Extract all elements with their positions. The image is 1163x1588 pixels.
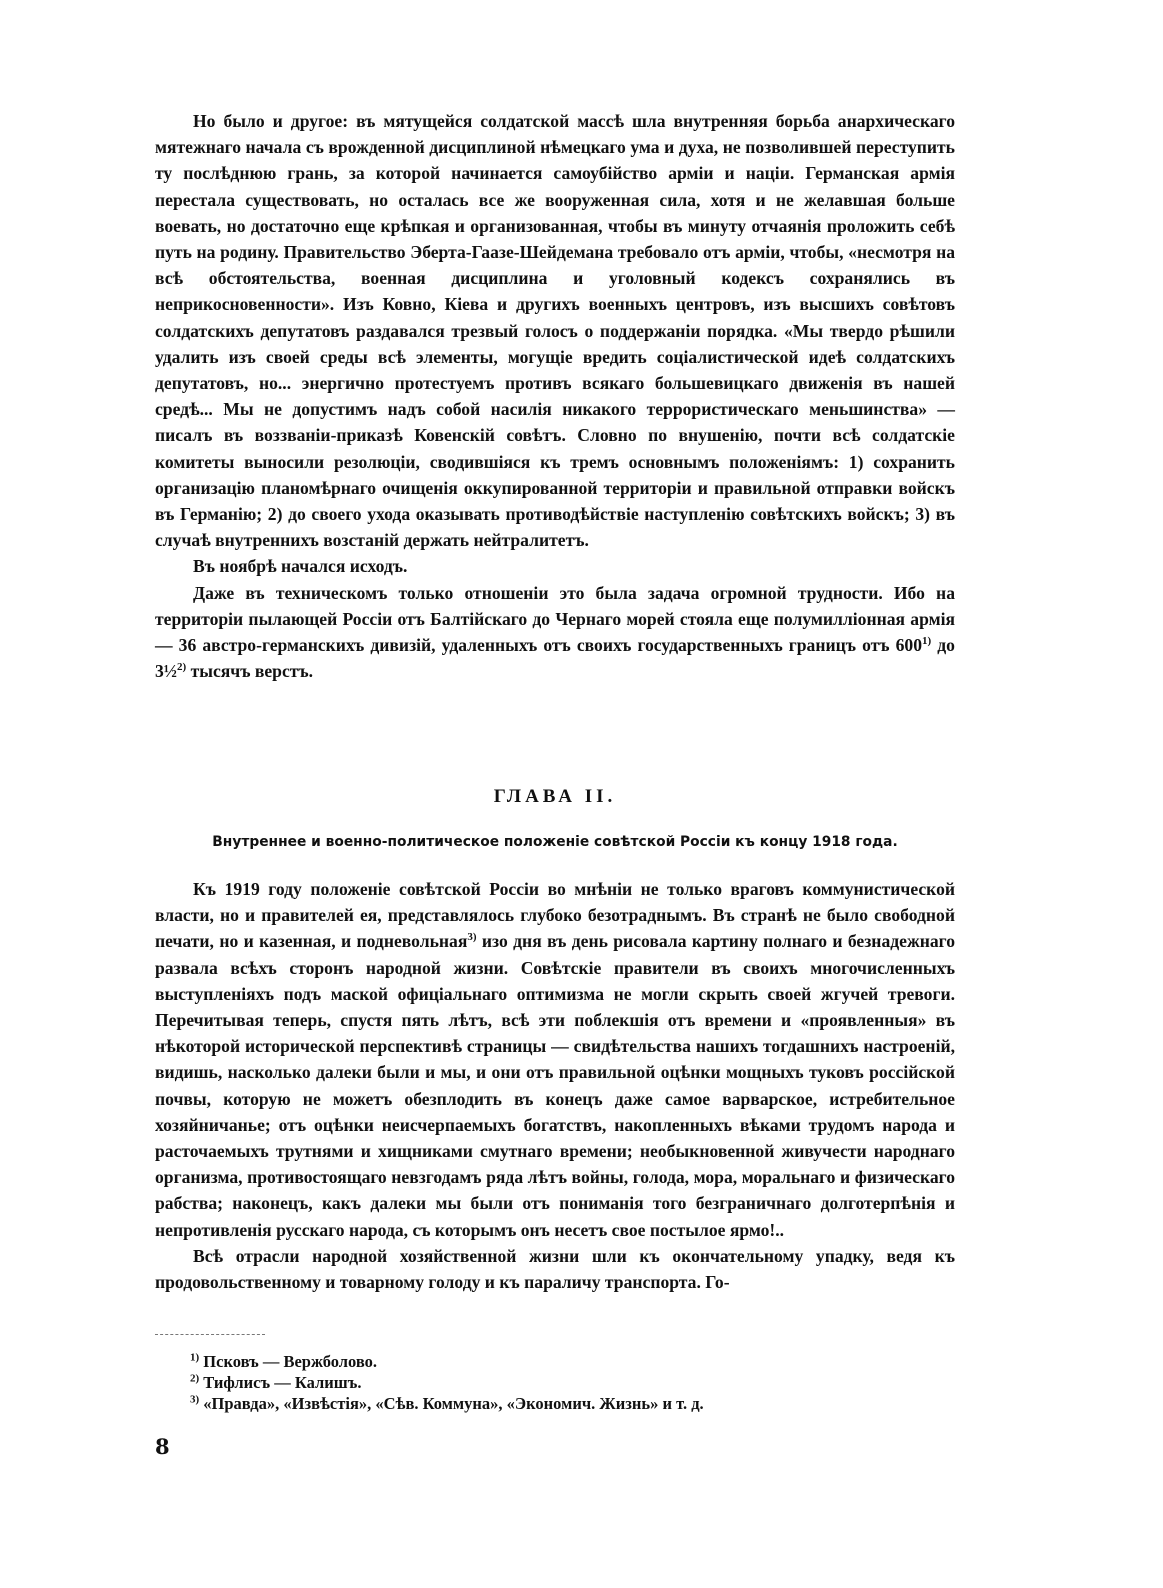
paragraph-text: изо дня въ день рисовала картину полнаго и безнадежнаго развала всѣхъ сторонъ народной жизни. Совѣтскіе правители въ своихъ многочисленныхъ выступленіяхъ подъ маской офиціальнаго оптимизма не могли скрыть своей жгучей тревоги. Перечитывая теперь, спустя пять лѣтъ, всѣ эти поблекшія отъ времени и «проявленныя» въ нѣкоторой исторической перспективѣ страницы — свидѣтельства нашихъ тогдашнихъ настроеній, видишь, насколько далеки были и мы, и они отъ правильной оцѣнки мощныхъ туковъ россійской почвы, которую не можетъ обезплодить въ конецъ даже самое варварское, истребительное хозяйничанье; отъ оцѣнки неисчерпаемыхъ богатствъ, накопленныхъ вѣками трудомъ народа и расточаемыхъ трутнями и хищниками смутнаго времени; необыкновенной живучести народнаго организма, противостоящаго невзгодамъ ряда лѣтъ войны, голода, мора, моральнаго и физическаго рабства; наконецъ, какъ далеки мы были отъ пониманія того безграничнаго долготерпѣнія и непротивленія русскаго народа, съ которымъ онъ несетъ свое постылое ярмо!.. xyxy=(155,931,955,1240)
footnote xyxy=(190,1372,950,1393)
paragraph: Но было и другое: въ мятущейся солдатской массѣ шла внутренняя борьба анархическаго мятежнаго начала съ врожденной дисциплиной нѣмецкаго ума и духа, не позволившей переступить ту послѣднюю грань, за которой начинается самоубійство арміи и націи. Германская армія перестала существовать, но осталась все же вооруженная сила, хотя и не желавшая больше воевать, но достаточно еще крѣпкая и организованная, чтобы въ минуту отчаянія проложить себѣ путь на родину. Правительство Эберта-Гаазе-Шейдемана требовало отъ арміи, чтобы, «несмотря на всѣ обстоятельства, военная дисциплина и уголовный кодексъ сохранялись въ неприкосновенности». Изъ Ковно, Кіева и другихъ военныхъ центровъ, изъ высшихъ совѣтовъ солдатскихъ депутатовъ раздавался трезвый голосъ о поддержаніи порядка. «Мы твердо рѣшили удалить изъ своей среды всѣ элементы, могущіе вредить соціалистической идеѣ солдатскихъ депутатовъ, но... энергично протестуемъ противъ всякаго большевицкаго движенія въ нашей средѣ... Мы не допустимъ надъ собой насилія никакого террористическаго меньшинства» — писалъ въ воззваніи-приказѣ Ковенскій совѣтъ. Словно по внушенію, почти всѣ солдатскіе комитеты выносили резолюціи, сводившіяся къ тремъ основнымъ положеніямъ: 1) сохранить организацію планомѣрнаго очищенія оккупированной территоріи и правильной отправки войскъ въ Германію; 2) до своего ухода оказывать противодѣйствіе наступленію совѣтскихъ войскъ; 3) въ случаѣ внутреннихъ возстаній держать нейтралитетъ. xyxy=(155,111,955,551)
paragraph-text: Къ 1919 году положеніе совѣтской Россіи во мнѣніи не только враговъ коммунистической власти, но и правителей ея, представлялось глубоко безотраднымъ. Въ странѣ не было свободной печати, но и казенная, и подневольная xyxy=(155,879,955,952)
paragraph-text: Даже въ техническомъ только отношеніи это была задача огромной трудности. Ибо на территоріи пылающей Россіи отъ Балтійскаго до Чернаго морей стояла еще полумилліонная армія — 36 австро-германскихъ дивизій, удаленныхъ отъ своихъ государственныхъ границъ отъ 600 xyxy=(155,582,955,656)
paragraph-text: до 3½ xyxy=(155,635,955,682)
footnote xyxy=(190,1351,950,1372)
page-number: 8 xyxy=(155,1434,170,1459)
chapter-subtitle: Внутреннее и военно-политическое положеніе совѣтской Россіи къ концу 1918 года. xyxy=(212,834,898,850)
footnotes xyxy=(190,1351,950,1414)
paragraph: Всѣ отрасли народной хозяйственной жизни шли къ окончательному упадку, ведя къ продовольственному и товарному голоду и къ параличу транспорта. Го- xyxy=(155,1245,955,1293)
chapter-body xyxy=(155,876,955,1295)
paragraph-text: тысячъ верстъ. xyxy=(186,661,314,682)
footnote-text: «Правда», «Извѣстія», «Сѣв. Коммуна», «Экономич. Жизнь» и т. д. xyxy=(199,1394,704,1413)
footnote-mark: 1) xyxy=(190,1351,200,1364)
paragraph xyxy=(155,580,955,685)
text-block-continuation xyxy=(155,108,955,684)
footnote-ref: 2) xyxy=(177,661,187,674)
footnote-ref: 1) xyxy=(922,635,932,648)
footnote-text: Тифлисъ — Калишъ. xyxy=(199,1373,362,1392)
footnote-text: Псковъ — Вержболово. xyxy=(199,1352,378,1371)
footnote-ref: 3) xyxy=(467,931,477,944)
footnote xyxy=(190,1393,950,1414)
paragraph: Въ ноябрѣ начался исходъ. xyxy=(193,556,408,577)
chapter-title: ГЛАВА II. xyxy=(493,786,617,807)
paragraph xyxy=(155,876,955,1243)
footnote-mark: 2) xyxy=(190,1372,200,1385)
footnote-divider xyxy=(155,1334,265,1335)
footnote-mark: 3) xyxy=(190,1393,200,1406)
